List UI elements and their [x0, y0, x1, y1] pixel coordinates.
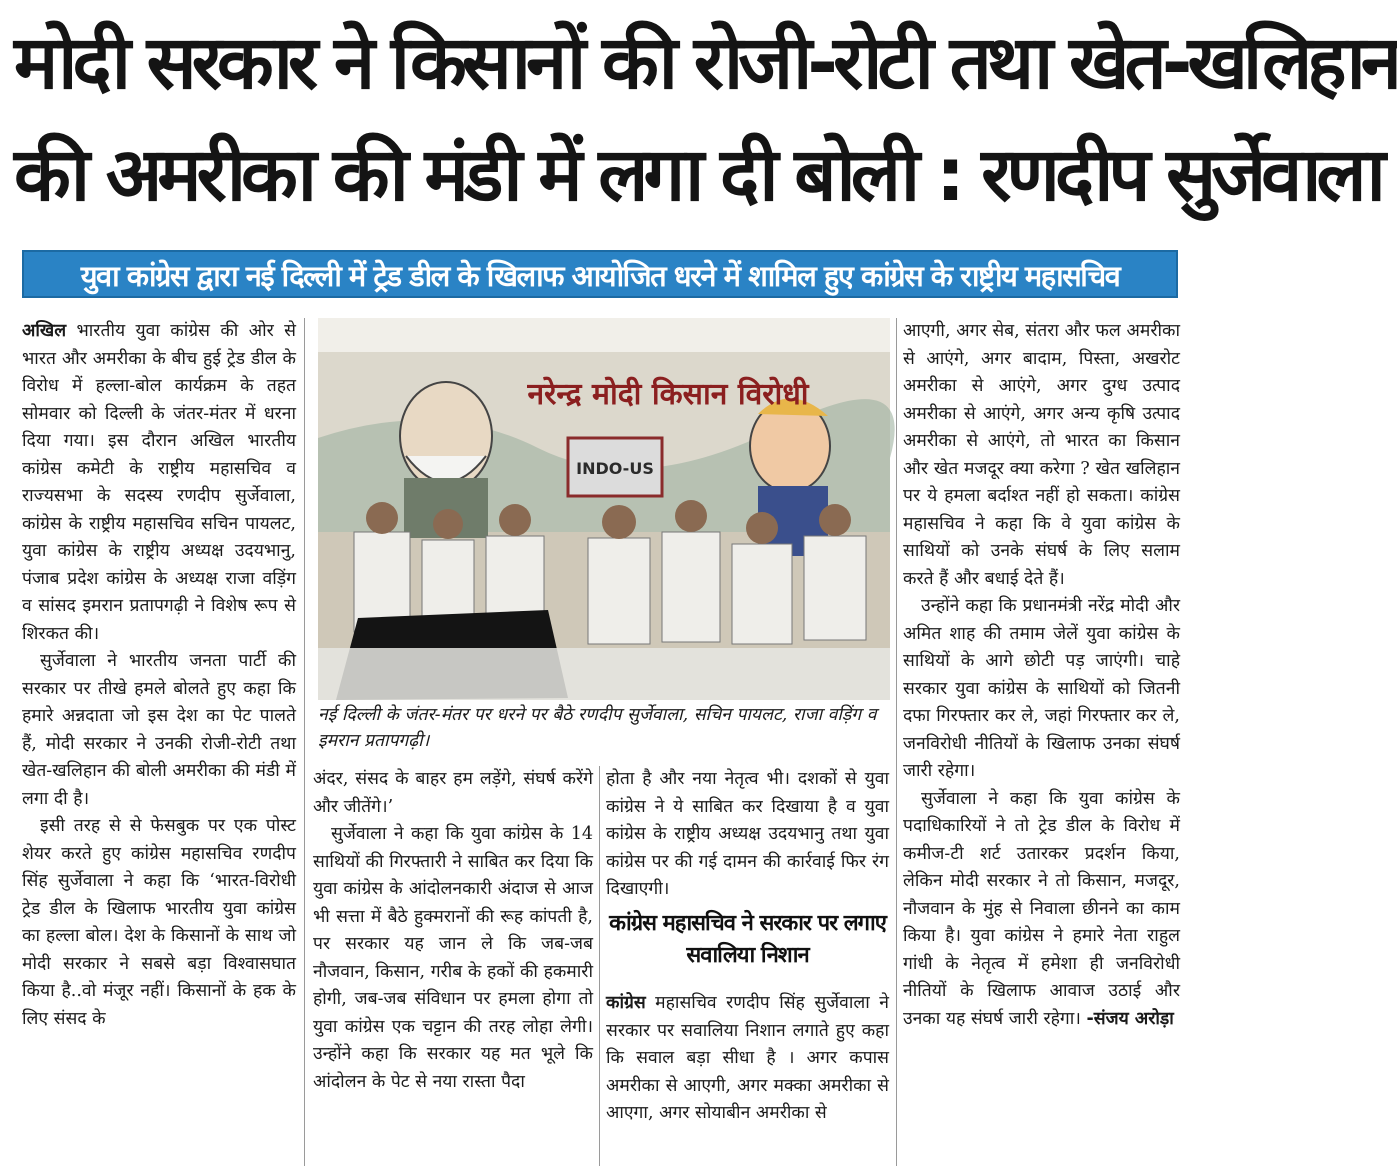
- column-divider: [599, 766, 600, 1166]
- col4-paragraph-3-text: सुर्जेवाला ने कहा कि युवा कांग्रेस के पदाधिकारियों ने तो ट्रेड डील के विरोध में कमीज-टी शर्ट उतारकर प्रदर्शन किया, लेकिन मोदी सरकार ने तो किसान, मजदूर, नौजवान के मुंह से निवाला छीनने का काम किया है। युवा कांग्रेस ने हमारे नेता राहुल गांधी के नेतृत्व में हमेशा ही जनविरोधी नीतियों के खिलाफ आवाज उठाई और उनका यह संघर्ष जारी रहेगा।: [903, 788, 1180, 1029]
- photo-caption: नई दिल्ली के जंतर-मंतर पर धरने पर बैठे रणदीप सुर्जेवाला, सचिन पायलट, राजा वड़िंग व इमरान प्रतापगढ़ी।: [318, 705, 877, 751]
- subheadline-banner: युवा कांग्रेस द्वारा नई दिल्ली में ट्रेड डील के खिलाफ आयोजित धरने में शामिल हुए कांग्रेस के राष्ट्रीय महासचिव: [22, 250, 1178, 298]
- col4-paragraph-1: आएगी, अगर सेब, संतरा और फल अमरीका से आएंगे, अगर बादाम, पिस्ता, अखरोट अमरीका से आएंगे, अगर दुग्ध उत्पाद अमरीका से आएंगे, अगर अन्य कृषि उत्पाद अमरीका से आएंगे, तो भारत का किसान और खेत मजदूर क्या करेगा ? खेत खलिहान पर ये हमला बर्दाश्त नहीं हो सकता। कांग्रेस महासचिव ने कहा कि वे युवा कांग्रेस के साथियों को उनके संघर्ष के लिए सलाम करते हैं और बधाई देते हैं।: [903, 321, 1180, 589]
- col3-paragraph-2: [606, 990, 889, 1128]
- column-divider: [896, 318, 897, 1166]
- col3-paragraph-1: होता है और नया नेतृत्व भी। दशकों से युवा कांग्रेस ने ये साबित कर दिखाया है व युवा कांग्रेस के राष्ट्रीय अध्यक्ष उदयभानु तथा युवा कांग्रेस पर की गई दामन की कार्रवाई फिर रंग दिखाएगी।: [606, 769, 889, 899]
- author-byline: -संजय अरोड़ा: [1086, 1008, 1174, 1029]
- board-text: INDO-US: [576, 459, 654, 478]
- col1-lead-word: अखिल: [22, 321, 67, 341]
- col3-lead-word: कांग्रेस: [606, 993, 646, 1013]
- mural-banner-text: नरेन्द्र मोदी किसान विरोधी: [527, 377, 809, 412]
- headline-line-1: मोदी सरकार ने किसानों की रोजी-रोटी तथा खेत-खलिहान: [14, 20, 1397, 106]
- news-photo: [318, 318, 890, 700]
- col4-paragraph-3: [903, 786, 1180, 1034]
- col4-paragraph-2: उन्होंने कहा कि प्रधानमंत्री नरेंद्र मोदी और अमित शाह की तमाम जेलें युवा कांग्रेस के साथियों के आगे छोटी पड़ जाएंगी। चाहे सरकार युवा कांग्रेस के साथियों को जितनी दफा गिरफ्तार कर ले, जहां गिरफ्तार कर ले, जनविरोधी नीतियों के खिलाफ उनका संघर्ष जारी रहेगा।: [903, 596, 1180, 781]
- section-subheading: कांग्रेस महासचिव ने सरकार पर लगाए सवालिया निशान: [609, 911, 886, 968]
- protest-photo-illustration: [318, 318, 890, 700]
- headline-line-2: की अमरीका की मंडी में लगा दी बोली : रणदीप सुर्जेवाला: [14, 132, 1381, 218]
- article-column-4: [903, 318, 1180, 1166]
- col1-paragraph-1: [22, 318, 296, 648]
- col1-paragraph-3: इसी तरह से से फेसबुक पर एक पोस्ट शेयर करते हुए कांग्रेस महासचिव रणदीप सिंह सुर्जेवाला ने कहा कि ‘भारत-विरोधी ट्रेड डील के खिलाफ भारतीय युवा कांग्रेस का हल्ला बोल। देश के किसानों के साथ जो मोदी सरकार ने सबसे बड़ा विश्वासघात किया है..वो मंजूर नहीं। किसानों के हक के लिए संसद के: [22, 816, 296, 1029]
- article-column-1: [22, 318, 296, 1166]
- column-divider: [304, 318, 305, 1166]
- col1-paragraph-1-text: भारतीय युवा कांग्रेस की ओर से भारत और अमरीका के बीच हुई ट्रेड डील के विरोध में हल्ला-बोल कार्यक्रम के तहत सोमवार को दिल्ली के जंतर-मंतर में धरना दिया गया। इस दौरान अखिल भारतीय कांग्रेस कमेटी के राष्ट्रीय महासचिव व राज्यसभा के सदस्य रणदीप सुर्जेवाला, कांग्रेस के राष्ट्रीय महासचिव सचिन पायलट, युवा कांग्रेस के राष्ट्रीय अध्यक्ष उदयभानु, पंजाब प्रदेश कांग्रेस के अध्यक्ष राजा वड़िंग व सांसद इमरान प्रतापगढ़ी ने विशेष रूप से शिरकत की।: [22, 321, 296, 644]
- col1-paragraph-2: सुर्जेवाला ने भारतीय जनता पार्टी की सरकार पर तीखे हमले बोलते हुए कहा कि हमारे अन्नदाता जो इस देश का पेट पालते हैं, मोदी सरकार ने उनकी रोजी-रोटी तथा खेत-खलिहान की बोली अमरीका की मंडी में लगा दी है।: [22, 651, 296, 809]
- col3-paragraph-2-text: महासचिव रणदीप सिंह सुर्जेवाला ने सरकार पर सवालिया निशान लगाते हुए कहा कि सवाल बड़ा सीधा है । अगर कपास अमरीका से आएगी, अगर मक्का अमरीका से आएगा, अगर सोयाबीन अमरीका से: [606, 993, 889, 1123]
- article-column-3-continued: [606, 990, 889, 1166]
- col2-paragraph-1: अंदर, संसद के बाहर हम लड़ेंगे, संघर्ष करेंगे और जीतेंगे।’: [313, 769, 593, 817]
- article-column-2: [313, 766, 593, 1166]
- col2-paragraph-2: सुर्जेवाला ने कहा कि युवा कांग्रेस के 14 साथियों की गिरफ्तारी ने साबित कर दिया कि युवा कांग्रेस के आंदोलनकारी अंदाज से आज भी सत्ता में बैठे हुक्मरानों की रूह कांपती है, पर सरकार यह जान ले कि जब-जब नौजवान, किसान, गरीब के हकों की हकमारी होगी, जब-जब संविधान पर हमला होगा तो युवा कांग्रेस एक चट्टान की तरह लोहा लेगी। उन्होंने कहा कि सरकार यह मत भूले कि आंदोलन के पेट से नया रास्ता पैदा: [313, 824, 593, 1092]
